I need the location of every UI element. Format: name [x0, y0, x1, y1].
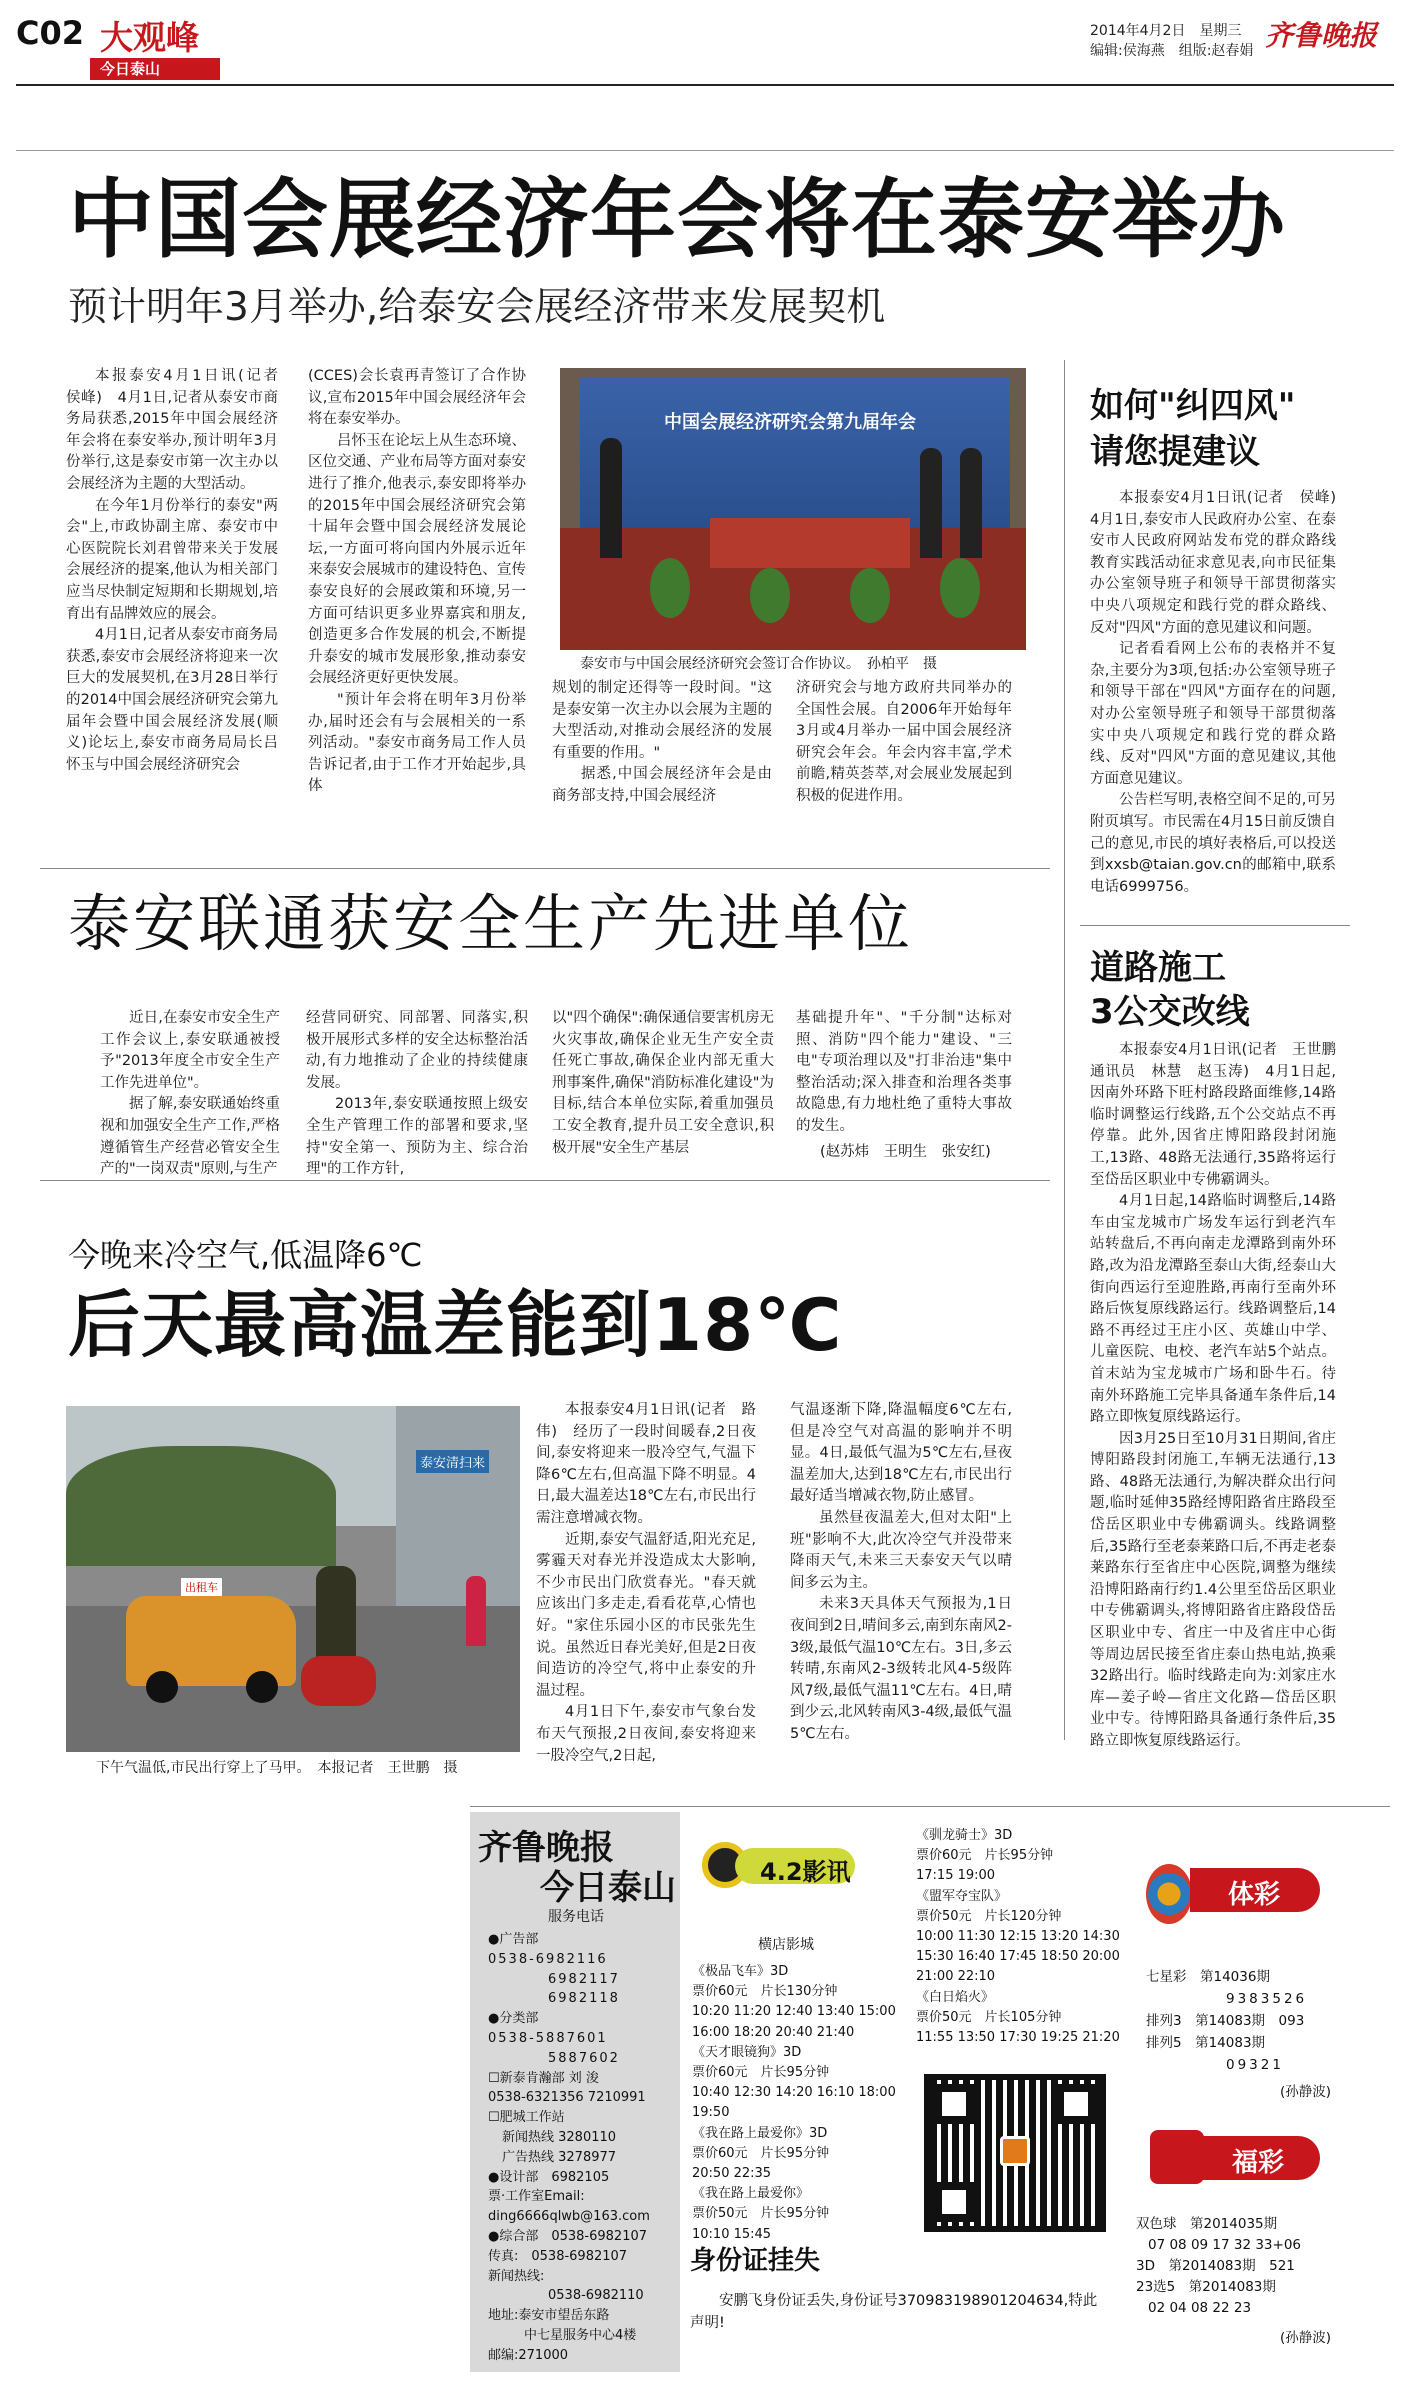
article1-col3: [552, 678, 772, 808]
sidebar1-headline-line1: 如何"纠四风": [1090, 386, 1296, 426]
paragraph: 4月1日,记者从泰安市商务局获悉,泰安市会展经济将迎来一次巨大的发展契机,在3月28日举行的2014中国会展经济研究会第九届年会暨中国会展经济发展(顺义)论坛上,泰安市商务局局长吕怀玉与中国会展经济研究会: [66, 627, 278, 773]
lottery-line: 双色球 第2014035期: [1136, 2216, 1278, 2232]
fucai-results: [1136, 2214, 1366, 2319]
service-line: 新闻热线:: [488, 2268, 545, 2284]
service-title1: 齐鲁晚报: [478, 1828, 614, 1868]
service-line: 6982118: [548, 1991, 620, 2007]
photo-plant: [940, 558, 980, 618]
photo-trees: [66, 1446, 336, 1566]
article3-photo-caption: 下午气温低,市民出行穿上了马甲。 本报记者 王世鹏 摄: [96, 1760, 458, 1776]
paragraph: 因3月25日至10月31日期间,省庄博阳路段封闭施工,车辆无法通行,13路、48路无法通行,为解决群众出行问题,临时延伸35路经博阳路省庄路段至岱岳区职业中专佛霸调头。线路调整后,35路行至老泰莱路口后,不再走老泰莱路东行至省庄中心医院,调整为继续沿博阳路南行约1.4公里至岱岳区职业中专佛霸调头,将博阳路省庄路段岱岳区职业中专、省庄一中及省庄中心街等周边居民接至省庄泰山热电站,换乘32路出行。临时线路走向为:刘家庄水库—姜子岭—省庄文化路—岱岳区职业中专。待博阳路具备通行条件后,35路立即恢复原线路运行。: [1090, 1430, 1336, 1749]
photo-person: [600, 438, 622, 558]
article3-photo: [66, 1406, 520, 1752]
movie-line: 19:50: [692, 2105, 730, 2121]
service-line: 新闻热线 3280110: [502, 2129, 617, 2145]
service-line: 传真: 0538-6982107: [488, 2248, 628, 2264]
lottery-line: 9383526: [1226, 1991, 1308, 2007]
fucai-label: 福彩: [1232, 2148, 1285, 2178]
subsection-label: 今日泰山: [100, 60, 161, 78]
sidebar1-headline-line2: 请您提建议: [1090, 432, 1260, 472]
sports-lottery-logo: [1146, 1864, 1192, 1924]
paragraph: 以"四个确保":确保通信要害机房无火灾事故,确保企业无生产安全责任死亡事故,确保企业内部无重大刑事案件,确保"消防标准化建设"为目标,结合本单位实际,着重加强员工安全教育,提升员工安全意识,积极开展"安全生产基层: [552, 1010, 774, 1156]
paragraph: 吕怀玉在论坛上从生态环境、区位交通、产业布局等方面对泰安进行了推介,他表示,泰安即将举办的2015年中国会展经济研究会第十届年会暨中国会展经济发展论坛,一方面可将向国内外展示近年来泰安会展城市的建设特色、宣传泰安良好的会展政策和环境,另一方面可结识更多业界嘉宾和朋友,创造更多合作发展的机会,不断提升泰安的城市发展形象,推动泰安会展经济更好更快发展。: [308, 432, 526, 687]
movies-right: [916, 1826, 1120, 2048]
movie-line: 21:00 22:10: [916, 1969, 996, 1985]
section-title: 大观峰: [100, 18, 199, 57]
photo-backdrop: [580, 378, 1010, 528]
paragraph: "预计年会将在明年3月份举办,届时还会有与会展相关的一系列活动。"泰安市商务局工作人员告诉记者,由于工作才开始起步,具体: [308, 691, 526, 795]
taxi-wheel: [246, 1671, 278, 1703]
masthead-logo: 齐鲁晚报: [1265, 19, 1378, 52]
service-lines: [488, 1930, 678, 2366]
paragraph: 据悉,中国会展经济年会是由商务部支持,中国会展经济: [552, 766, 772, 804]
lottery-line: 09321: [1226, 2057, 1284, 2073]
service-line: 5887602: [548, 2050, 620, 2066]
movie-line: 17:15 19:00: [916, 1868, 996, 1884]
article1-col1: [66, 366, 293, 776]
movie-line: 16:00 18:20 20:40 21:40: [692, 2024, 855, 2040]
sidebar2-headline-line2: 3公交改线: [1090, 992, 1250, 1032]
photo-scooter: [301, 1656, 376, 1706]
photo-banner-text: 中国会展经济研究会第九届年会: [664, 412, 916, 433]
article3-headline: 后天最高温差能到18℃: [68, 1283, 843, 1367]
service-line: 地址:泰安市望岳东路: [488, 2308, 610, 2324]
movie-line: 票价60元 片长130分钟: [692, 1984, 838, 2000]
paragraph: 近日,在泰安市安全生产工作会议上,泰安联通被授予"2013年度全市安全生产工作先进单位"。: [100, 1010, 280, 1091]
movie-line: 11:55 13:50 17:30 19:25 21:20: [916, 2030, 1120, 2046]
lottery-line: 23选5 第2014083期: [1136, 2279, 1276, 2295]
paragraph: 气温逐渐下降,降温幅度6℃左右,但是冷空气对高温的影响并不明显。4日,最低气温为5℃左右,昼夜温差加大,达到18℃左右,市民出行最好适当增减衣物,防止感冒。: [790, 1402, 1012, 1505]
movie-line: 《极品飞车》3D: [692, 1964, 789, 1979]
photo-pedestrian: [466, 1576, 486, 1646]
fucai-credit: (孙静波): [1280, 2330, 1332, 2346]
movie-line: 票价60元 片长95分钟: [692, 2065, 830, 2081]
article2-headline: 泰安联通获安全生产先进单位: [68, 887, 914, 960]
movies-badge: 4.2影讯: [760, 1858, 851, 1886]
service-line: 6982117: [548, 1971, 620, 1987]
service-line: ☐新泰肯瀚部 刘 浚: [488, 2070, 599, 2086]
article3-col1: [536, 1400, 756, 1767]
sidebar2-body: [1090, 1040, 1351, 1753]
paragraph: 记者看看网上公布的表格并不复杂,主要分为3项,包括:办公室领导班子和领导干部在"四风"方面存在的问题,对办公室领导班子和领导干部贯彻落实中央八项规定和践行党的群众路线、反对"四风"方面的意见建议,其他方面意见建议。: [1090, 641, 1336, 787]
paragraph: 近期,泰安气温舒适,阳光充足,雾霾天对春光并没造成太大影响,不少市民出门欣赏春光。"春天就应该出门多走走,看看花草,心情也好。"家住乐园小区的市民张先生说。虽然近日春光美好,但是2日夜间造访的冷空气,将中止泰安的升温过程。: [536, 1531, 756, 1699]
paragraph: 公告栏写明,表格空间不足的,可另附页填写。市民需在4月15日前反馈自己的意见,市民的填好表格后,可以投送到xxsb@taian.gov.cn的邮箱中,联系电话6999756。: [1090, 792, 1336, 895]
cinema-name: 横店影城: [758, 1937, 814, 1953]
taxi-roof-sign: 出租车: [181, 1578, 222, 1596]
tiyu-results: [1146, 1966, 1346, 2076]
photo-person: [960, 448, 982, 558]
service-label: 服务电话: [548, 1909, 604, 1925]
notice-body: 安鹏飞身份证丢失,身份证号370983198901204634,特此声明!: [690, 2293, 1098, 2331]
paragraph: 4月1日起,14路临时调整后,14路车由宝龙城市广场发车运行到老汽车站转盘后,不再向南走龙潭路到南外环路,改为沿龙潭路至泰山大街,经泰山大街向西运行至迎胜路,再南行至南外环路后恢复原线路运行。线路调整后,14路不再经过王庄小区、英雄山中学、儿童医院、电校、老汽车站5个站点。首末站为宝龙城市广场和卧牛石。待南外环路施工完毕具备通车条件后,14路立即恢复原线路运行。: [1090, 1193, 1336, 1426]
article1-headline: 中国会展经济年会将在泰安举办: [68, 170, 1286, 270]
lottery-line: 07 08 09 17 32 33+06: [1148, 2237, 1302, 2253]
service-line: 0538-5887601: [488, 2030, 608, 2046]
photo-building: [396, 1406, 520, 1606]
lottery-line: 02 04 08 22 23: [1148, 2300, 1252, 2316]
movie-line: 《盟军夺宝队》: [916, 1888, 1008, 1904]
article3-kicker: 今晚来冷空气,低温降6℃: [68, 1236, 423, 1274]
photo-sign: 泰安清扫来: [416, 1450, 489, 1473]
service-line: 中七星服务中心4楼: [524, 2327, 637, 2343]
lottery-line: 排列3 第14083期 093: [1146, 2013, 1305, 2029]
article3-top-rule: [40, 1180, 1050, 1181]
sidebar2-headline-line1: 道路施工: [1090, 948, 1226, 988]
bottom-rule: [470, 1806, 1390, 1807]
paragraph: 2013年,泰安联通按照上级安全生产管理工作的部署和要求,坚持"安全第一、预防为主、综合治理"的工作方针,: [306, 1096, 528, 1178]
paragraph: 在今年1月份举行的泰安"两会"上,市政协副主席、泰安市中心医院院长刘君曾带来关于发展会展经济的提案,他认为相关部门应当尽快制定短期和长期规划,培育出有品牌效应的展会。: [66, 497, 278, 622]
paragraph: 规划的制定还得等一段时间。"这是泰安第一次主办以会展为主题的大型活动,对推动会展经济的发展有重要的作用。": [552, 680, 772, 761]
movie-line: 10:10 15:45: [692, 2226, 772, 2242]
service-line: ●广告部: [488, 1932, 539, 1947]
paragraph: (CCES)会长袁再青签订了合作协议,宣布2015年中国会展经济年会将在泰安举办。: [308, 368, 526, 428]
movie-line: 票价50元 片长105分钟: [916, 2009, 1062, 2025]
service-line: ☐肥城工作站: [488, 2110, 565, 2126]
lottery-line: 排列5 第14083期: [1146, 2035, 1266, 2051]
photo-rider: [316, 1566, 356, 1666]
paragraph: 虽然昼夜温差大,但对太阳"上班"影响不大,此次冷空气并没带来降雨天气,未来三天泰安天气以晴间多云为主。: [790, 1509, 1012, 1591]
qr-corner: [1056, 2084, 1096, 2124]
photo-plant: [850, 568, 890, 623]
paragraph: 经营同研究、同部署、同落实,积极开展形式多样的安全达标整治活动,有力地推动了企业的持续健康发展。: [306, 1010, 528, 1091]
article3-col2: [790, 1400, 1012, 1746]
article1-photo-caption: 泰安市与中国会展经济研究会签订合作协议。 孙柏平 摄: [580, 656, 937, 672]
article2-col3: [552, 1008, 774, 1159]
service-line: 0538-6982110: [548, 2288, 644, 2304]
movie-line: 《我在路上最爱你》: [692, 2186, 810, 2202]
service-line: ●设计部 6982105: [488, 2169, 610, 2185]
movie-line: 《白日焰火》: [916, 1989, 995, 2005]
article1-subhead: 预计明年3月举办,给泰安会展经济带来发展契机: [68, 285, 886, 330]
paragraph: 本报泰安4月1日讯(记者 王世鹏 通讯员 林慧 赵玉涛) 4月1日起,因南外环路下旺村路段路面维修,14路临时调整运行线路,五个公交站点不再停靠。此外,因省庄博阳路段封闭施工,13路、48路无法通行,35路将运行至岱岳区职业中专佛霸调头。: [1090, 1042, 1351, 1188]
photo-plant: [750, 568, 790, 623]
movie-line: 《我在路上最爱你》3D: [692, 2125, 828, 2141]
lottery-line: 七星彩 第14036期: [1146, 1969, 1270, 1985]
qr-code[interactable]: [924, 2074, 1106, 2232]
date-line: 2014年4月2日 星期三: [1090, 23, 1242, 39]
tiyu-label: 体彩: [1228, 1880, 1281, 1910]
service-line: ●分类部: [488, 2011, 539, 2027]
paragraph: 未来3天具体天气预报为,1日夜间到2日,晴间多云,南到东南风2-3级,最低气温10℃左右。3日,多云转晴,东南风2-3级转北风4-5级阵风7级,最低气温11℃左右。4日,晴到少云,北风转南风3-4级,最低气温5℃左右。: [790, 1596, 1012, 1742]
paragraph: 本报泰安4月1日讯(记者 路伟) 经历了一段时间暖春,2日夜间,泰安将迎来一股冷空气,气温下降6℃左右,但高温下降不明显。4日,最大温差达18℃左右,市民出行需注意增减衣物。: [536, 1402, 756, 1526]
movie-line: 15:30 16:40 17:45 18:50 20:00: [916, 1949, 1120, 1965]
notice-title: 身份证挂失: [690, 2246, 821, 2276]
article2-col1: [100, 1008, 280, 1181]
top-rule: [16, 150, 1394, 151]
movie-line: 《驯龙骑士》3D: [916, 1828, 1013, 1843]
service-title2: 今日泰山: [540, 1868, 676, 1908]
movie-line: 票价60元 片长95分钟: [692, 2145, 830, 2161]
service-line: 邮编:271000: [488, 2347, 569, 2363]
article2-col2: [306, 1008, 528, 1181]
service-line: ding6666qlwb@163.com: [488, 2209, 650, 2225]
tiyu-credit: (孙静波): [1280, 2084, 1332, 2100]
article1-col4: [796, 678, 1012, 808]
article2-byline: (赵苏炜 王明生 张安红): [820, 1144, 991, 1160]
movie-line: 10:00 11:30 12:15 13:20 14:30: [916, 1929, 1120, 1945]
sidebar1-body: [1090, 488, 1351, 898]
service-line: 0538-6982116: [488, 1951, 608, 1967]
header-rule: [16, 84, 1394, 86]
movie-line: 20:50 22:35: [692, 2166, 772, 2182]
sidebar-divider: [1064, 360, 1065, 1740]
welfare-lottery-logo: [1150, 2130, 1204, 2184]
paragraph: 本报泰安4月1日讯(记者 侯峰) 4月1日,泰安市人民政府办公室、在泰安市人民政府网站发布党的群众路线教育实践活动征求意见表,向市民征集办公室领导班子和领导干部贯彻落实中央八项规定和践行党的群众路线、反对"四风"方面的意见建议和问题。: [1090, 490, 1351, 636]
movies-left: [692, 1962, 912, 2245]
article1-col2: [308, 366, 526, 798]
editor-line: 编辑:侯海燕 组版:赵春娟: [1090, 43, 1254, 59]
sidebar2-top-rule: [1080, 925, 1350, 926]
article1-photo: [560, 368, 1026, 650]
photo-person: [920, 448, 942, 558]
service-line: 0538-6321356 7210991: [488, 2090, 646, 2106]
movie-line: 票价50元 片长95分钟: [692, 2206, 830, 2222]
movie-line: 票价50元 片长120分钟: [916, 1908, 1062, 1924]
page-number: C02: [16, 14, 85, 52]
article2-top-rule: [40, 868, 1050, 869]
qr-corner: [934, 2182, 974, 2222]
qr-logo: [1000, 2136, 1030, 2166]
article2-col4: [796, 1008, 1012, 1138]
paragraph: 据了解,泰安联通始终重视和加强安全生产工作,严格遵循管生产经营必管安全生产的"一岗双责"原则,与生产: [100, 1096, 280, 1178]
service-line: 广告热线 3278977: [502, 2149, 617, 2165]
paragraph: 济研究会与地方政府共同举办的全国性会展。自2006年开始每年3月或4月举办一届中国会展经济研究会年会。年会内容丰富,学术前瞻,精英荟萃,对会展业发展起到积极的促进作用。: [796, 680, 1012, 804]
taxi-wheel: [146, 1671, 178, 1703]
movie-line: 《天才眼镜狗》3D: [692, 2044, 802, 2060]
photo-table: [710, 518, 910, 568]
qr-corner: [934, 2084, 974, 2124]
lottery-line: 3D 第2014083期 521: [1136, 2258, 1295, 2274]
paragraph: 基础提升年"、"千分制"达标对照、消防"四个能力"建设、"三电"专项治理以及"打非治违"集中整治活动;深入排查和治理各类事故隐患,有力地杜绝了重特大事故的发生。: [796, 1010, 1012, 1134]
movie-line: 10:40 12:30 14:20 16:10 18:00: [692, 2085, 896, 2101]
photo-plant: [650, 558, 690, 618]
service-line: 票·工作室Email:: [488, 2189, 585, 2205]
paragraph: 本报泰安4月1日讯(记者 侯峰) 4月1日,记者从泰安市商务局获悉,2015年中国会展经济年会将在泰安举办,预计明年3月份举行,这是泰安市第一次主办以会展经济为主题的大型活动。: [66, 368, 293, 492]
movie-line: 票价60元 片长95分钟: [916, 1848, 1054, 1864]
service-line: ●综合部 0538-6982107: [488, 2228, 648, 2244]
paragraph: 4月1日下午,泰安市气象台发布天气预报,2日夜间,泰安将迎来一股冷空气,2日起,: [536, 1704, 756, 1764]
movie-line: 10:20 11:20 12:40 13:40 15:00: [692, 2004, 896, 2020]
